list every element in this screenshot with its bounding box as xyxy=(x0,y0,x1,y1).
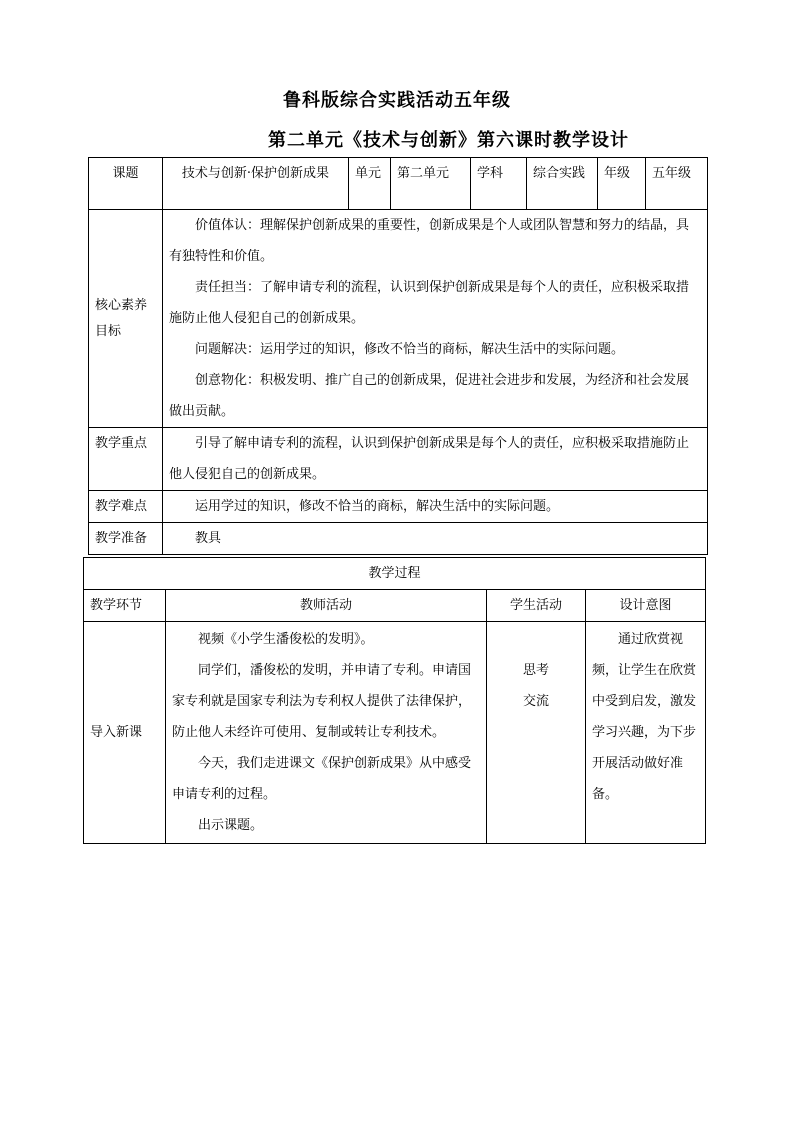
subject-label: 学科 xyxy=(471,158,527,210)
lesson-info-table xyxy=(88,157,708,555)
prep-row xyxy=(89,523,708,555)
core-goal-item: 问题解决：运用学过的知识，修改不恰当的商标，解决生活中的实际问题。 xyxy=(195,342,625,357)
student-activity-cell xyxy=(487,622,586,844)
core-goals-label: 核心素养目标 xyxy=(89,210,163,428)
unit-value: 第二单元 xyxy=(391,158,471,210)
process-title: 教学过程 xyxy=(84,558,706,590)
subject-value: 综合实践 xyxy=(527,158,598,210)
unit-label: 单元 xyxy=(349,158,391,210)
key-point-text: 引导了解申请专利的流程，认识到保护创新成果是每个人的责任，应积极采取措施防止他人侵犯自己的创新成果。 xyxy=(169,436,690,482)
prep-label: 教学准备 xyxy=(89,523,163,555)
topic-row xyxy=(89,158,708,210)
document-title: 鲁科版综合实践活动五年级 xyxy=(283,90,511,111)
teaching-process-table xyxy=(83,557,706,844)
topic-label: 课题 xyxy=(89,158,163,210)
core-goal-item: 责任担当：了解申请专利的流程，认识到保护创新成果是每个人的责任，应积极采取措施防止他人侵犯自己的创新成果。 xyxy=(169,280,690,326)
student-activity-line: 思考 xyxy=(522,663,549,678)
key-point-value xyxy=(163,428,708,491)
design-intent-text: 通过欣赏视频，让学生在欣赏中受到启发，激发学习兴趣，为下步开展活动做好准备。 xyxy=(592,632,697,802)
key-point-row xyxy=(89,428,708,491)
core-goal-item: 价值体认：理解保护创新成果的重要性，创新成果是个人或团队智慧和努力的结晶，具有独特性和价值。 xyxy=(169,218,690,264)
grade-value: 五年级 xyxy=(646,158,708,210)
teacher-activity-cell xyxy=(166,622,487,844)
grade-label: 年级 xyxy=(598,158,646,210)
core-goal-item: 创意物化：积极发明、推广自己的创新成果，促进社会进步和发展，为经济和社会发展做出贡献。 xyxy=(169,373,690,419)
design-intent-cell xyxy=(586,622,706,844)
student-activity-line: 交流 xyxy=(522,694,549,709)
key-point-label: 教学重点 xyxy=(89,428,163,491)
topic-value: 技术与创新·保护创新成果 xyxy=(163,158,349,210)
prep-text: 教具 xyxy=(195,531,222,546)
stage-cell: 导入新课 xyxy=(84,622,166,844)
difficulty-label: 教学难点 xyxy=(89,491,163,523)
header-intent: 设计意图 xyxy=(586,590,706,622)
teacher-activity-line: 同学们，潘俊松的发明，并申请了专利。申请国家专利就是国家专利法为专利权人提供了法律保护，防止他人未经许可使用、复制或转让专利技术。 xyxy=(172,663,472,740)
process-row xyxy=(84,622,706,844)
prep-value xyxy=(163,523,708,555)
teacher-activity-line: 今天，我们走进课文《保护创新成果》从中感受申请专利的过程。 xyxy=(172,756,472,802)
difficulty-text: 运用学过的知识，修改不恰当的商标，解决生活中的实际问题。 xyxy=(195,499,560,514)
header-student: 学生活动 xyxy=(487,590,586,622)
core-goals-content xyxy=(163,210,708,428)
difficulty-row xyxy=(89,491,708,523)
header-stage: 教学环节 xyxy=(84,590,166,622)
process-header-row xyxy=(84,590,706,622)
difficulty-value xyxy=(163,491,708,523)
core-goals-row xyxy=(89,210,708,428)
document-subtitle: 第二单元《技术与创新》第六课时教学设计 xyxy=(268,130,629,151)
teacher-activity-line: 视频《小学生潘俊松的发明》。 xyxy=(198,632,374,647)
process-title-row xyxy=(84,558,706,590)
teacher-activity-line: 出示课题。 xyxy=(198,818,264,833)
header-teacher: 教师活动 xyxy=(166,590,487,622)
